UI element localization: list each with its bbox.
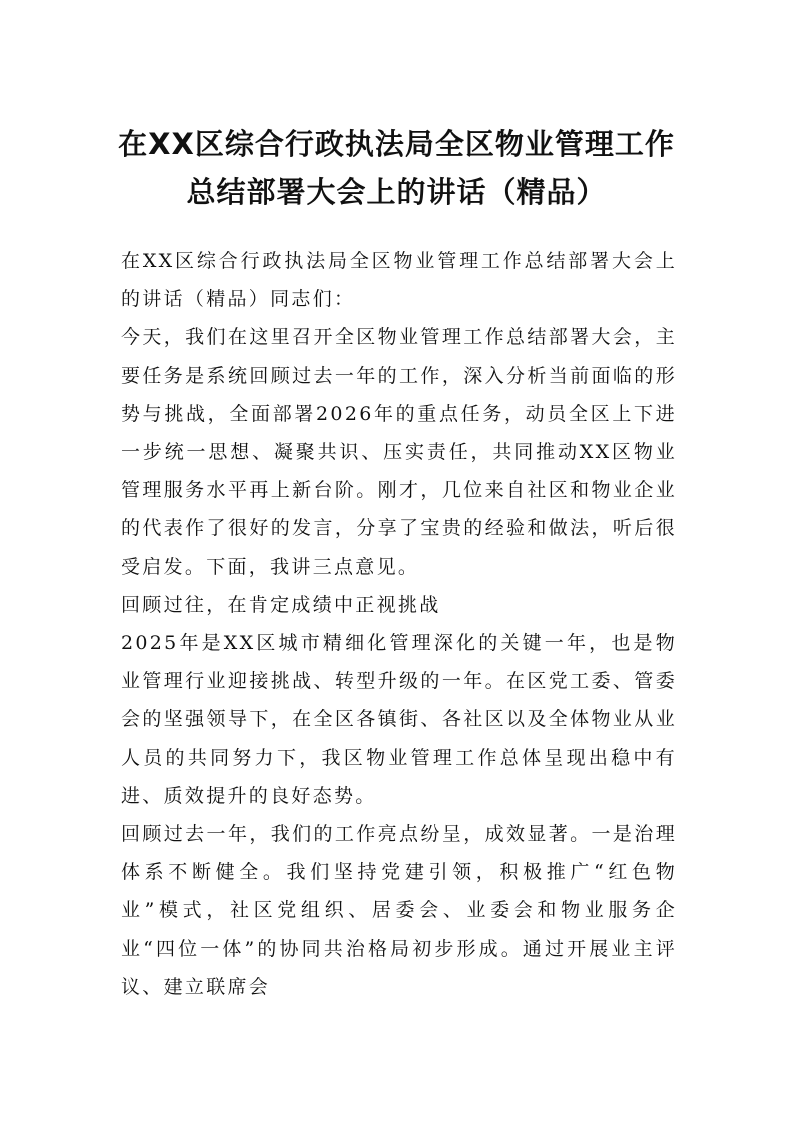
document-title-line-1: 在XX区综合行政执法局全区物业管理工作 [118,127,675,161]
paragraph-introduction: 今天，我们在这里召开全区物业管理工作总结部署大会，主要任务是系统回顾过去一年的工作，深入分析当前面临的形势与挑战，全面部署2026年的重点任务，动员全区上下进一步统一思想、凝聚共识、压实责任，共同推动XX区物业管理服务水平再上新台阶。刚才，几位来自社区和物业企业的代表作了很好的发言，分享了宝贵的经验和做法，听后很受启发。下面，我讲三点意见。 [121,326,677,578]
paragraph-opening: 在XX区综合行政执法局全区物业管理工作总结部署大会上的讲话（精品）同志们： [121,250,677,311]
paragraph-highlights: 回顾过去一年，我们的工作亮点纷呈，成效显著。一是治理体系不断健全。我们坚持党建引领，积极推广“红色物业”模式，社区党组织、居委会、业委会和物业服务企业“四位一体”的协同共治格局初步形成。通过开展业主评议、建立联席会 [121,823,677,998]
document-body [121,242,677,1006]
section-heading: 回顾过往，在肯定成绩中正视挑战 [121,593,441,616]
paragraph-review: 2025年是XX区城市精细化管理深化的关键一年，也是物业管理行业迎接挑战、转型升级的一年。在区党工委、管委会的坚强领导下，在全区各镇街、各社区以及全体物业从业人员的共同努力下，我区物业管理工作总体呈现出稳中有进、质效提升的良好态势。 [121,632,677,807]
document-title-line-2: 总结部署大会上的讲话（精品） [186,175,607,209]
